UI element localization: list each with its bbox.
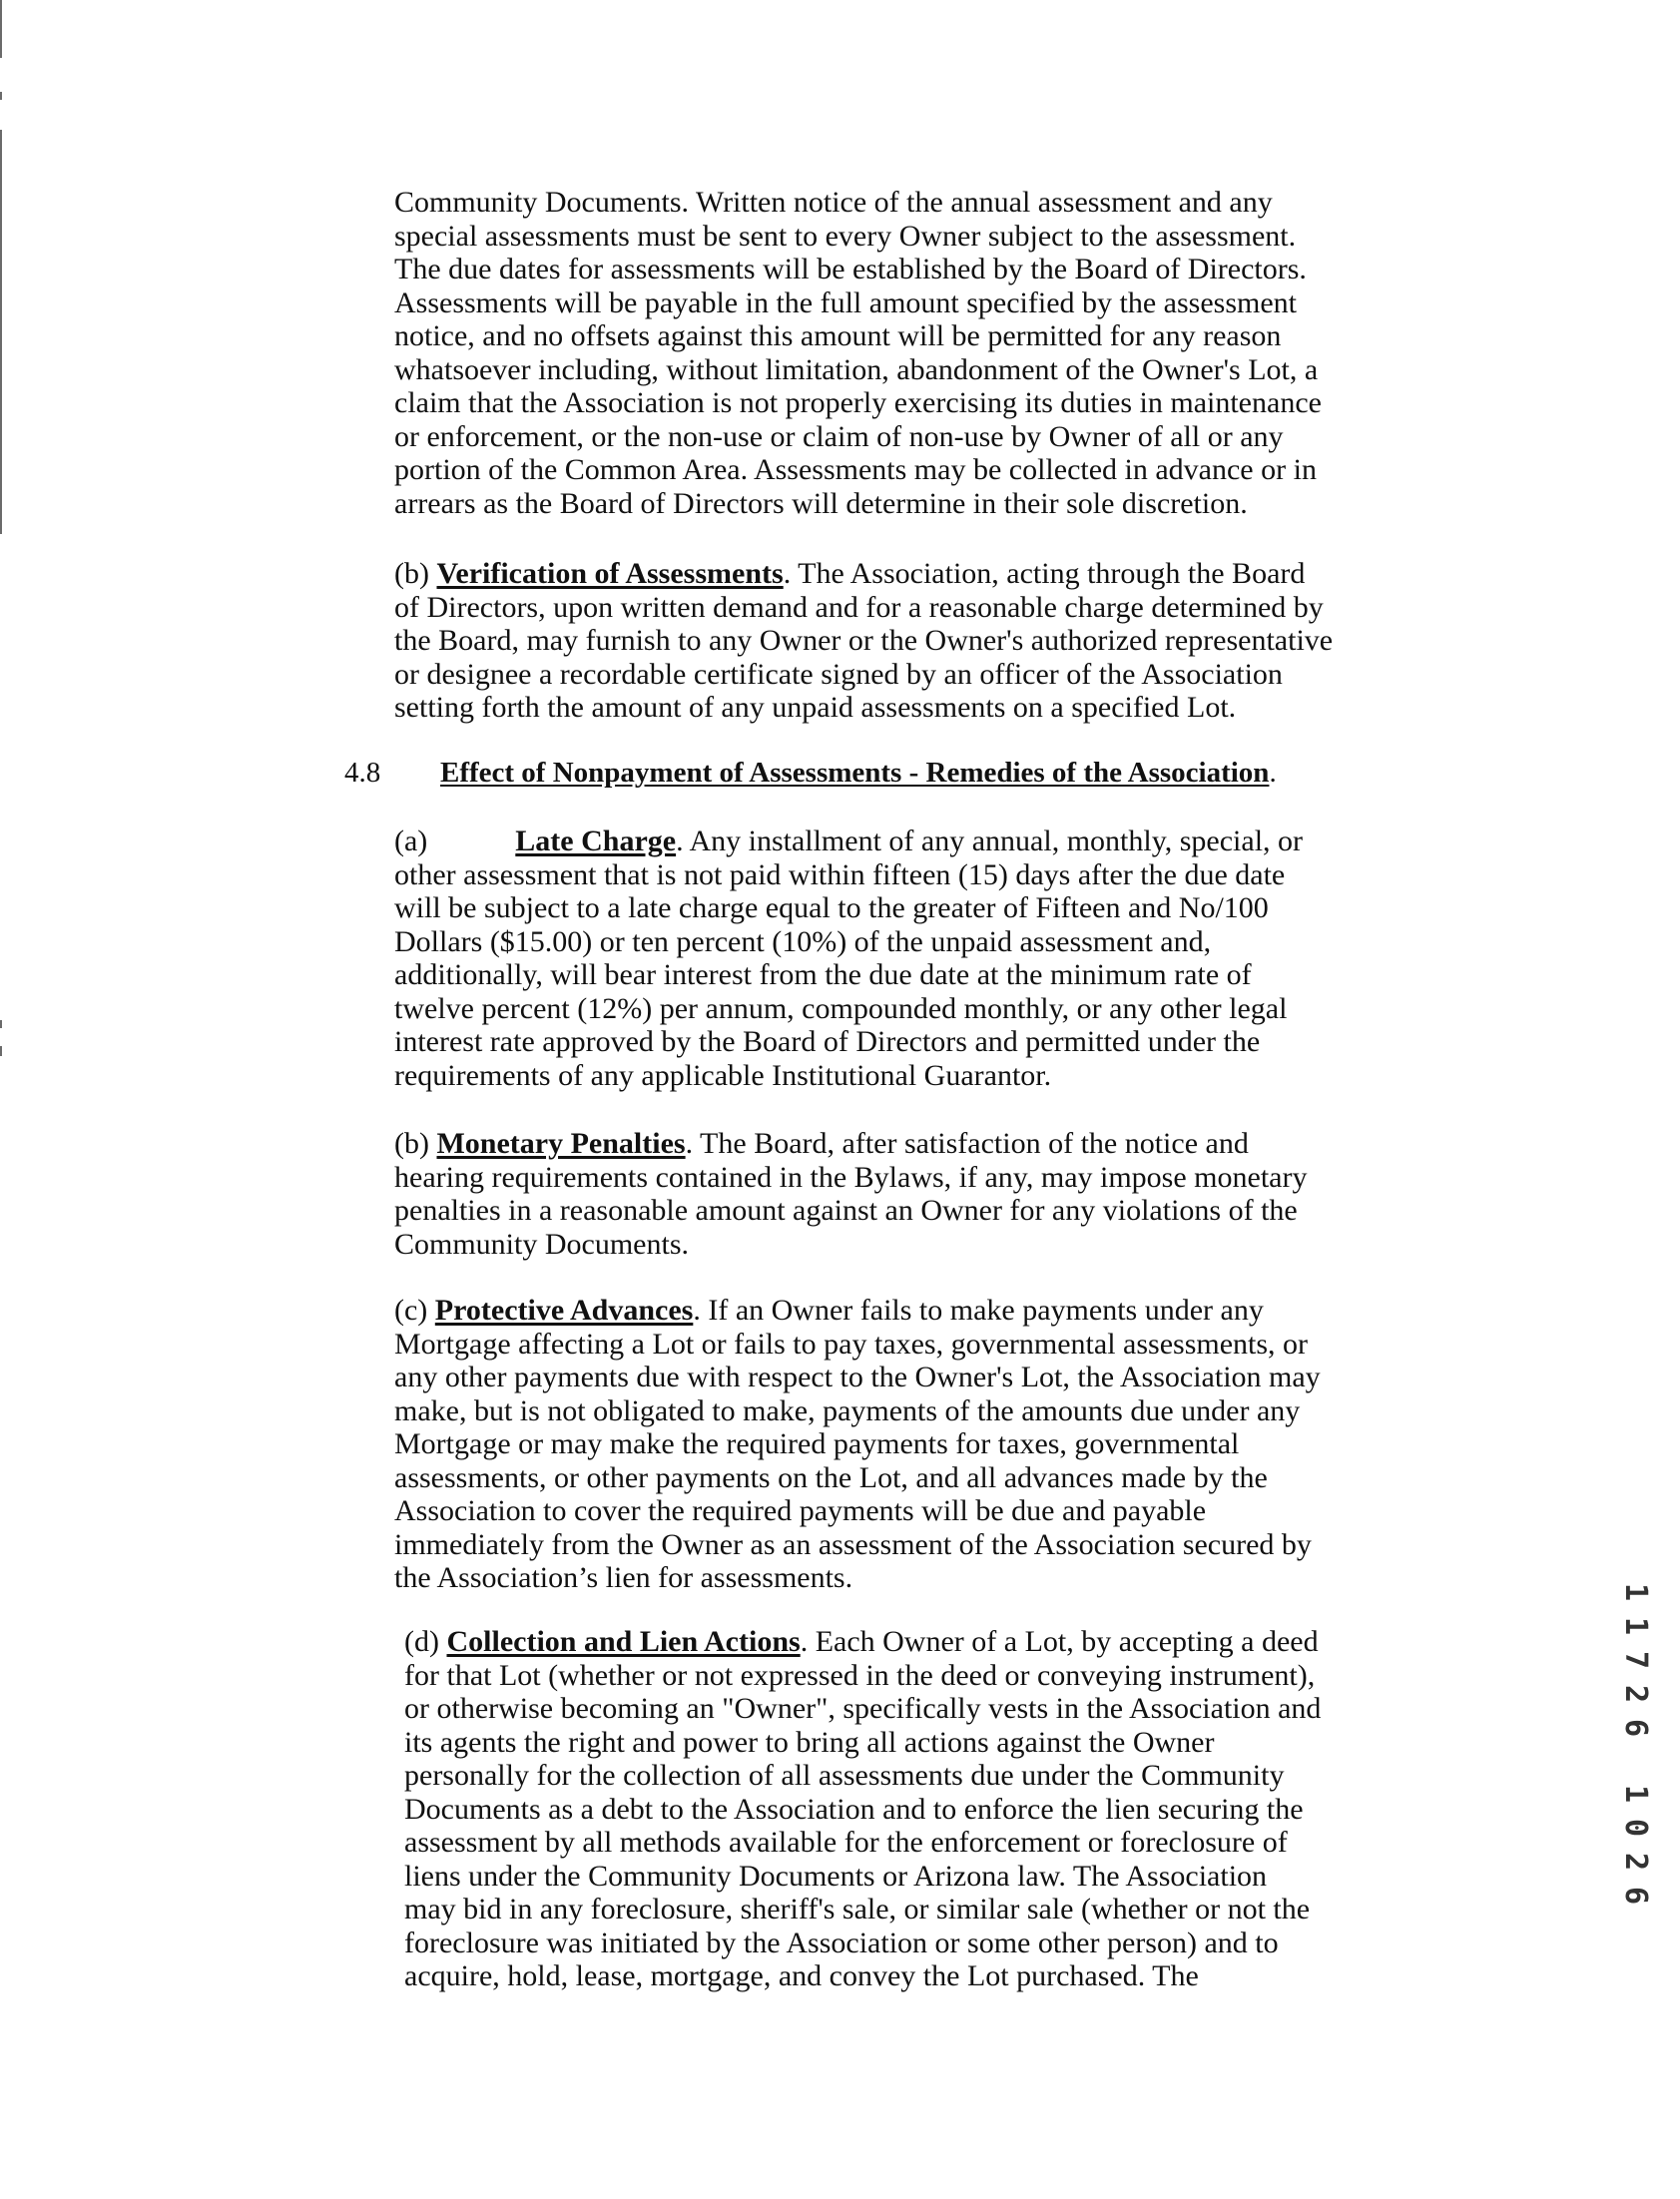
text-line: other assessment that is not paid within fifteen (15) days after the due date <box>394 857 1286 891</box>
text-line: acquire, hold, lease, mortgage, and convey the Lot purchased. The <box>404 1959 1199 1992</box>
item-prefix: (b) <box>394 1127 437 1160</box>
text-line: setting forth the amount of any unpaid assessments on a specified Lot. <box>394 691 1237 724</box>
text-line <box>394 1127 1307 1161</box>
item-prefix: (c) <box>394 1294 435 1327</box>
stamp-digit: 7 <box>1618 1650 1653 1670</box>
text-line: Documents as a debt to the Association and to enforce the lien securing the <box>404 1792 1304 1826</box>
scan-edge-mark <box>0 0 2 58</box>
text-line: or designee a recordable certificate signed by an officer of the Association <box>394 657 1283 691</box>
text-line: assessments, or other payments on the Lot, and all advances made by the <box>394 1460 1268 1494</box>
text-line: personally for the collection of all assessments due under the Community <box>404 1759 1285 1792</box>
text-line: or otherwise becoming an "Owner", specifically vests in the Association and <box>404 1692 1322 1725</box>
text-line <box>394 825 1303 858</box>
text-line: Assessments will be payable in the full amount specified by the assessment <box>394 285 1297 319</box>
item-prefix: (b) <box>394 557 437 590</box>
scan-edge-mark <box>0 130 2 534</box>
text-line: portion of the Common Area. Assessments may be collected in advance or in <box>394 453 1317 486</box>
text-line: its agents the right and power to bring all actions against the Owner <box>404 1725 1215 1759</box>
text-line: will be subject to a late charge equal to the greater of Fifteen and No/100 <box>394 891 1269 924</box>
item-prefix: (a) <box>394 825 428 857</box>
text-line: the Association’s lien for assessments. <box>394 1561 853 1594</box>
text-line: whatsoever including, without limitation, abandonment of the Owner's Lot, a <box>394 352 1319 386</box>
text-line: assessment by all methods available for the enforcement or foreclosure of <box>404 1826 1288 1859</box>
text-line <box>404 1625 1321 1659</box>
text-line: additionally, will bear interest from the due date at the minimum rate of <box>394 958 1252 991</box>
text-line: Dollars ($15.00) or ten percent (10%) of the unpaid assessment and, <box>394 924 1212 958</box>
verification-paragraph <box>394 557 1333 725</box>
recording-stamp-number <box>1619 1777 1651 1913</box>
text-line: Community Documents. <box>394 1227 689 1261</box>
text-line: of Directors, upon written demand and for a reasonable charge determined by <box>394 590 1324 624</box>
text-line: claim that the Association is not properly exercising its duties in maintenance <box>394 386 1322 419</box>
section-title: Effect of Nonpayment of Assessments - Remedies of the Association <box>440 757 1270 789</box>
text-line: immediately from the Owner as an assessment of the Association secured by <box>394 1527 1312 1561</box>
protective-advances-paragraph <box>394 1294 1321 1595</box>
text-line: Mortgage affecting a Lot or fails to pay taxes, governmental assessments, or <box>394 1327 1309 1361</box>
title-continuation: . The Board, after satisfaction of the notice and <box>685 1127 1249 1160</box>
monetary-penalties-title: Monetary Penalties <box>436 1127 686 1160</box>
text-line: requirements of any applicable Institutional Guarantor. <box>394 1058 1052 1092</box>
text-line: special assessments must be sent to every Owner subject to the assessment. <box>394 219 1297 253</box>
section-number: 4.8 <box>344 757 381 789</box>
title-continuation: . The Association, acting through the Board <box>783 557 1306 590</box>
scan-edge-mark <box>0 1020 2 1028</box>
intro-paragraph <box>394 186 1322 520</box>
title-continuation: . If an Owner fails to make payments under any <box>693 1294 1264 1327</box>
late-charge-title: Late Charge <box>515 825 677 857</box>
section-heading <box>344 757 1277 791</box>
text-line: The due dates for assessments will be established by the Board of Directors. <box>394 253 1307 285</box>
title-continuation: . Any installment of any annual, monthly, special, or <box>676 825 1304 857</box>
stamp-digit: 2 <box>1618 1852 1653 1872</box>
text-line: Community Documents. Written notice of the annual assessment and any <box>394 186 1273 219</box>
text-line: notice, and no offsets against this amount will be permitted for any reason <box>394 319 1282 352</box>
stamp-digit: 6 <box>1618 1718 1653 1738</box>
recording-stamp-number <box>1619 1575 1651 1745</box>
stamp-digit: 1 <box>1618 1784 1653 1804</box>
text-line: Mortgage or may make the required payments for taxes, governmental <box>394 1427 1240 1460</box>
text-line: for that Lot (whether or not expressed in the deed or conveying instrument), <box>404 1658 1316 1692</box>
collection-lien-paragraph <box>404 1625 1321 1993</box>
item-prefix: (d) <box>404 1625 447 1658</box>
stamp-digit: 0 <box>1618 1818 1653 1838</box>
text-line: hearing requirements contained in the Bylaws, if any, may impose monetary <box>394 1160 1308 1194</box>
text-line: or enforcement, or the non-use or claim of non-use by Owner of all or any <box>394 419 1284 453</box>
section-title-end: . <box>1269 757 1277 789</box>
collection-lien-title: Collection and Lien Actions <box>446 1625 801 1658</box>
monetary-penalties-paragraph <box>394 1127 1307 1261</box>
stamp-digit: 6 <box>1618 1886 1653 1906</box>
title-continuation: . Each Owner of a Lot, by accepting a deed <box>800 1625 1319 1658</box>
protective-advances-title: Protective Advances <box>434 1294 694 1327</box>
text-line: make, but is not obligated to make, payments of the amounts due under any <box>394 1393 1301 1427</box>
text-line: foreclosure was initiated by the Association or some other person) and to <box>404 1925 1279 1959</box>
stamp-digit: 1 <box>1618 1582 1653 1602</box>
stamp-digit: 1 <box>1618 1616 1653 1636</box>
text-line: any other payments due with respect to the Owner's Lot, the Association may <box>394 1361 1321 1393</box>
text-line: may bid in any foreclosure, sheriff's sale, or similar sale (whether or not the <box>404 1893 1311 1925</box>
text-line: arrears as the Board of Directors will determine in their sole discretion. <box>394 486 1248 520</box>
text-line: the Board, may furnish to any Owner or the Owner's authorized representative <box>394 624 1334 657</box>
text-line: liens under the Community Documents or Arizona law. The Association <box>404 1859 1268 1893</box>
text-line <box>394 1294 1321 1328</box>
text-line: penalties in a reasonable amount against an Owner for any violations of the <box>394 1194 1298 1227</box>
stamp-digit: 2 <box>1618 1684 1653 1704</box>
verification-title: Verification of Assessments <box>436 557 784 590</box>
scan-edge-mark <box>0 1046 2 1056</box>
text-line <box>394 557 1333 591</box>
late-charge-paragraph <box>394 825 1303 1092</box>
scan-edge-mark <box>0 92 2 100</box>
text-line: interest rate approved by the Board of Directors and permitted under the <box>394 1025 1261 1058</box>
text-line: Association to cover the required payments will be due and payable <box>394 1494 1207 1527</box>
text-line: twelve percent (12%) per annum, compounded monthly, or any other legal <box>394 991 1288 1025</box>
